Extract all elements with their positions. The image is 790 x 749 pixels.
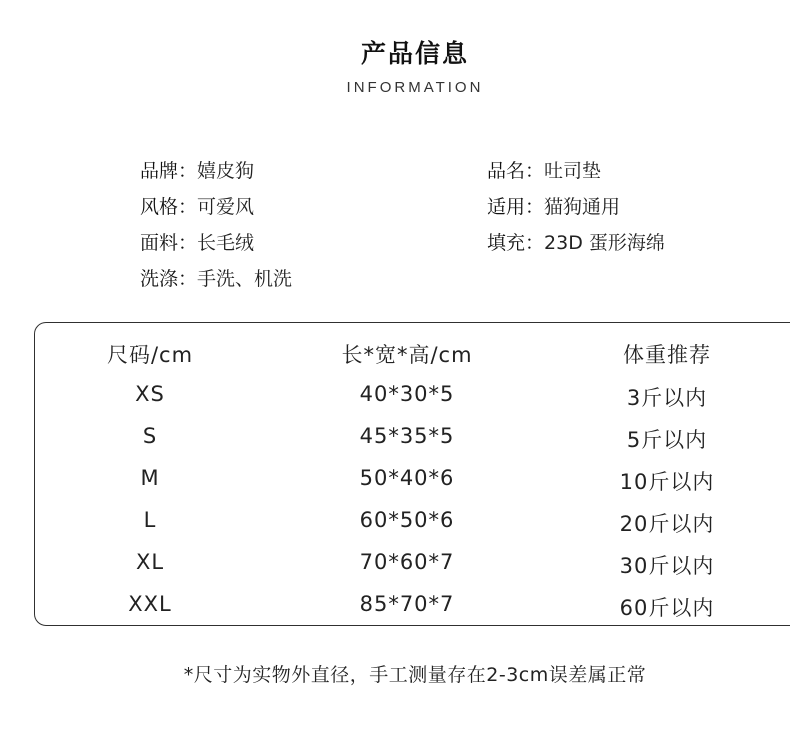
table-cell-size: XXL	[128, 592, 172, 616]
table-cell-size: L	[143, 508, 157, 532]
info-item-suitable-for	[487, 193, 737, 229]
table-cell-weight: 10斤以内	[619, 470, 715, 494]
product-info-grid	[140, 157, 740, 301]
table-cell-dimensions: 60*50*6	[359, 508, 455, 532]
page-title: 产品信息	[360, 39, 469, 68]
info-value: 吐司垫	[544, 160, 602, 182]
info-item-fabric	[140, 229, 487, 265]
table-cell-dimensions: 40*30*5	[359, 382, 455, 406]
info-value: 23D 蛋形海绵	[544, 232, 665, 254]
info-item-brand	[140, 157, 487, 193]
info-value: 长毛绒	[197, 232, 255, 254]
info-label: 风格：	[140, 196, 198, 218]
table-cell-weight: 3斤以内	[626, 386, 708, 410]
info-value: 嬉皮狗	[197, 160, 255, 182]
table-cell-weight: 5斤以内	[626, 428, 708, 452]
info-item-style	[140, 193, 487, 229]
measurement-note: *尺寸为实物外直径，手工测量存在2-3cm误差属正常	[183, 664, 647, 686]
info-label: 填充：	[487, 232, 545, 254]
table-cell-weight: 20斤以内	[619, 512, 715, 536]
info-value: 手洗、机洗	[197, 268, 293, 290]
table-cell-dimensions: 85*70*7	[359, 592, 455, 616]
table-header-weight: 体重推荐	[623, 343, 711, 367]
info-label: 洗涤：	[140, 268, 198, 290]
info-label: 适用：	[487, 196, 545, 218]
table-cell-weight: 60斤以内	[619, 596, 715, 620]
table-header-size: 尺码/cm	[106, 343, 194, 367]
info-label: 品牌：	[140, 160, 198, 182]
table-cell-size: XL	[135, 550, 165, 574]
info-label: 品名：	[487, 160, 545, 182]
table-cell-size: S	[142, 424, 158, 448]
table-cell-dimensions: 50*40*6	[359, 466, 455, 490]
info-item-filling	[487, 229, 737, 265]
table-cell-weight: 30斤以内	[619, 554, 715, 578]
info-label: 面料：	[140, 232, 198, 254]
table-cell-dimensions: 70*60*7	[359, 550, 455, 574]
table-cell-dimensions: 45*35*5	[359, 424, 455, 448]
info-value: 猫狗通用	[544, 196, 621, 218]
info-item-product-name	[487, 157, 737, 193]
table-cell-size: XS	[135, 382, 165, 406]
table-cell-size: M	[140, 466, 160, 490]
info-value: 可爱风	[197, 196, 255, 218]
page-subtitle: INFORMATION	[346, 79, 484, 96]
info-item-washing	[140, 265, 487, 301]
table-header-dimensions: 长*宽*高/cm	[341, 343, 473, 367]
